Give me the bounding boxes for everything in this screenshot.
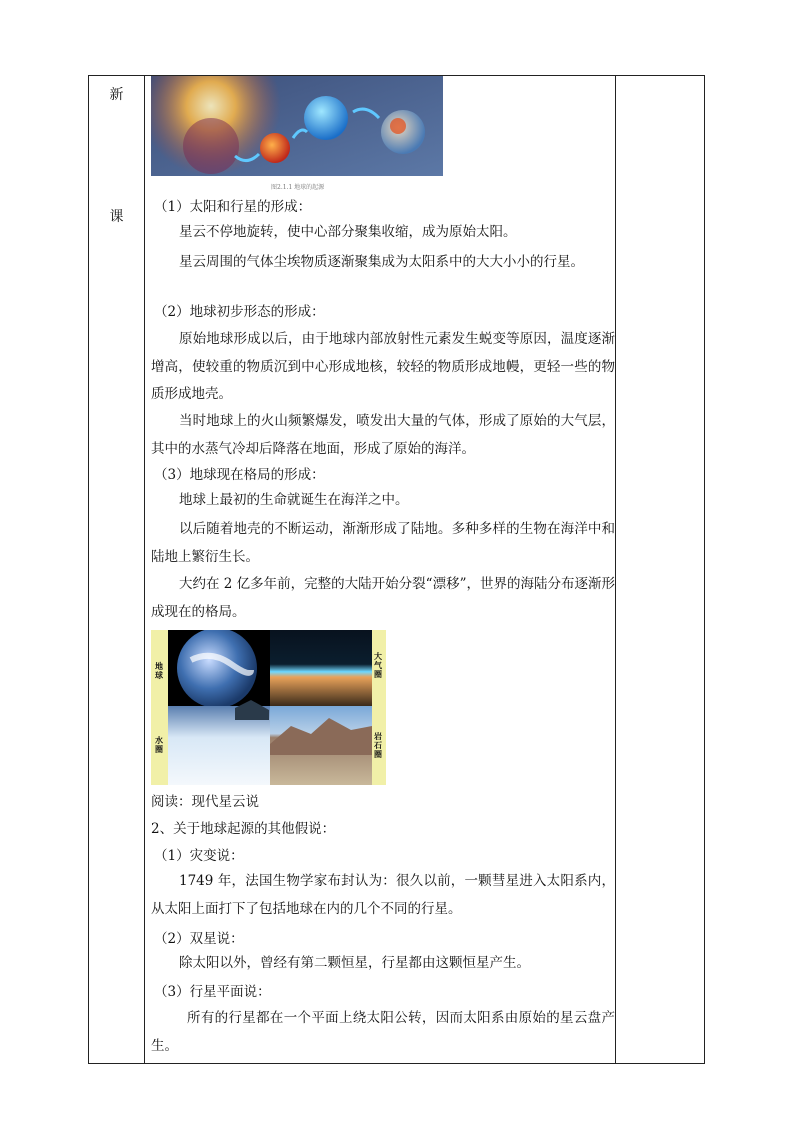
left-char-xin: 新 xyxy=(109,87,124,103)
label-earth: 地球 xyxy=(155,661,163,680)
section2-heading: （2）地球初步形态的形成： xyxy=(154,304,325,320)
figure1-caption: 图2.1.1 地球的起源 xyxy=(271,184,325,191)
lesson-table xyxy=(88,75,705,1064)
section4-h1: （1）灾变说： xyxy=(154,848,244,864)
column-divider-left xyxy=(144,76,145,1063)
section4-h2: （2）双星说： xyxy=(154,931,244,947)
label-lithosphere: 岩石圈 xyxy=(374,731,382,759)
section4-p2: 除太阳以外，曾经有第二颗恒星，行星都由这颗恒星产生。 xyxy=(179,955,530,971)
left-char-ke: 课 xyxy=(109,209,124,225)
column-divider-right xyxy=(615,76,616,1063)
section4-heading: 2、关于地球起源的其他假说： xyxy=(151,821,336,837)
four-spheres-image xyxy=(151,630,386,785)
section1-p2: 星云周围的气体尘埃物质逐渐聚集成为太阳系中的大大小小的行星。 xyxy=(179,254,584,270)
section2-p1: 原始地球形成以后，由于地球内部放射性元素发生蜕变等原因，温度逐渐增高，使较重的物质沉到中心形成地核，较轻的物质形成地幔，更轻一些的物质形成地壳。 xyxy=(151,331,615,402)
section3-p3: 大约在 2 亿多年前，完整的大陆开始分裂“漂移”，世界的海陆分布逐渐形成现在的格局。 xyxy=(151,576,615,620)
reading-line: 阅读：现代星云说 xyxy=(151,794,259,810)
section2-p2: 当时地球上的火山频繁爆发，喷发出大量的气体，形成了原始的大气层，其中的水蒸气冷却后降落在地面，形成了原始的海洋。 xyxy=(151,413,615,457)
label-atmosphere: 大气圈 xyxy=(374,651,382,679)
earth-origin-image xyxy=(151,76,443,176)
section4-p1: 1749 年，法国生物学家布封认为：很久以前，一颗彗星进入太阳系内，从太阳上面打下了包括地球在内的几个不同的行星。 xyxy=(151,873,615,917)
section3-p1: 地球上最初的生命就诞生在海洋之中。 xyxy=(179,492,409,508)
section4-h3: （3）行星平面说： xyxy=(154,984,271,1000)
label-hydrosphere: 水圈 xyxy=(155,735,163,754)
section1-p1: 星云不停地旋转，使中心部分聚集收缩，成为原始太阳。 xyxy=(179,224,517,240)
section3-heading: （3）地球现在格局的形成： xyxy=(154,467,325,483)
section4-p3: 所有的行星都在一个平面上绕太阳公转，因而太阳系由原始的星云盘产生。 xyxy=(151,1010,615,1054)
section1-heading: （1）太阳和行星的形成： xyxy=(154,199,312,215)
section3-p2: 以后随着地壳的不断运动，渐渐形成了陆地。多种多样的生物在海洋中和陆地上繁衍生长。 xyxy=(151,521,615,565)
